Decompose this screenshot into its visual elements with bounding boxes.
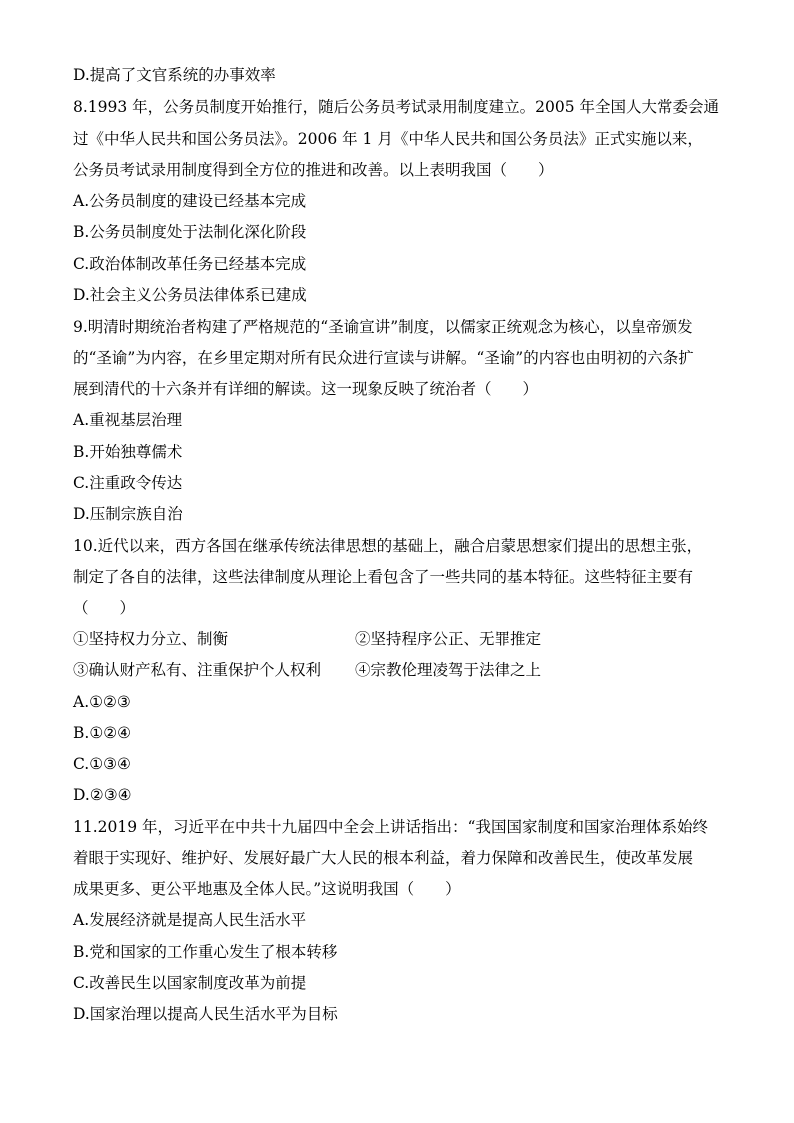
question-9-stem-line-2: 的“圣谕”为内容，在乡里定期对所有民众进行宣读与讲解。“圣谕”的内容也由明初的六条扩 (73, 349, 694, 367)
question-10-stem-line-2: 制定了各自的法律，这些法律制度从理论上看包含了一些共同的基本特征。这些特征主要有 (73, 568, 694, 586)
question-11-option-d: D.国家治理以提高人民生活水平为目标 (73, 1005, 338, 1023)
question-8-stem-line-3: 公务员考试录用制度得到全方位的推进和改善。以上表明我国（ ） (73, 161, 554, 179)
question-10-option-a: A.①②③ (73, 693, 131, 711)
question-8-stem-line-1: 8.1993 年，公务员制度开始推行，随后公务员考试录用制度建立。2005 年全国人大常委会通 (73, 98, 720, 116)
question-8-option-b: B.公务员制度处于法制化深化阶段 (73, 223, 307, 241)
question-9-option-c: C.注重政令传达 (73, 474, 183, 492)
question-9-option-d: D.压制宗族自治 (73, 505, 183, 523)
question-10-option-b: B.①②④ (73, 724, 132, 742)
question-11-option-a: A.发展经济就是提高人民生活水平 (73, 911, 307, 929)
question-9-option-a: A.重视基层治理 (73, 411, 183, 429)
question-10-option-d: D.②③④ (73, 786, 132, 804)
question-10-option-c: C.①③④ (73, 755, 131, 773)
question-10-stem-line-1: 10.近代以来，西方各国在继承传统法律思想的基础上，融合启蒙思想家们提出的思想主张， (73, 537, 703, 555)
question-10-statement-2: ②坚持程序公正、无罪推定 (355, 630, 542, 648)
prev-question-option-d: D.提高了文官系统的办事效率 (73, 66, 276, 84)
question-8-stem-line-2: 过《中华人民共和国公务员法》。2006 年 1 月《中华人民共和国公务员法》正式实施以来， (73, 130, 703, 148)
question-8-option-d: D.社会主义公务员法律体系已建成 (73, 286, 307, 304)
question-10-statement-1: ①坚持权力分立、制衡 (73, 630, 229, 648)
question-9-stem-line-1: 9.明清时期统治者构建了严格规范的“圣谕宣讲”制度，以儒家正统观念为核心，以皇帝颁发 (73, 318, 693, 336)
question-11-stem-line-1: 11.2019 年，习近平在中共十九届四中全会上讲话指出：“我国国家制度和国家治理体系始终 (73, 818, 708, 836)
question-8-option-a: A.公务员制度的建设已经基本完成 (73, 192, 307, 210)
question-10-stem-line-3: （ ） (73, 599, 136, 617)
question-9-stem-line-3: 展到清代的十六条并有详细的解读。这一现象反映了统治者（ ） (73, 380, 539, 398)
question-11-stem-line-3: 成果更多、更公平地惠及全体人民。”这说明我国（ ） (73, 880, 461, 898)
question-11-option-c: C.改善民生以国家制度改革为前提 (73, 974, 307, 992)
question-10-statement-3: ③确认财产私有、注重保护个人权利 (73, 661, 322, 679)
question-8-option-c: C.政治体制改革任务已经基本完成 (73, 255, 307, 273)
question-9-option-b: B.开始独尊儒术 (73, 443, 183, 461)
question-11-option-b: B.党和国家的工作重心发生了根本转移 (73, 943, 338, 961)
question-11-stem-line-2: 着眼于实现好、维护好、发展好最广大人民的根本利益，着力保障和改善民生，使改革发展 (73, 849, 694, 867)
question-10-statement-4: ④宗教伦理凌驾于法律之上 (355, 661, 542, 679)
